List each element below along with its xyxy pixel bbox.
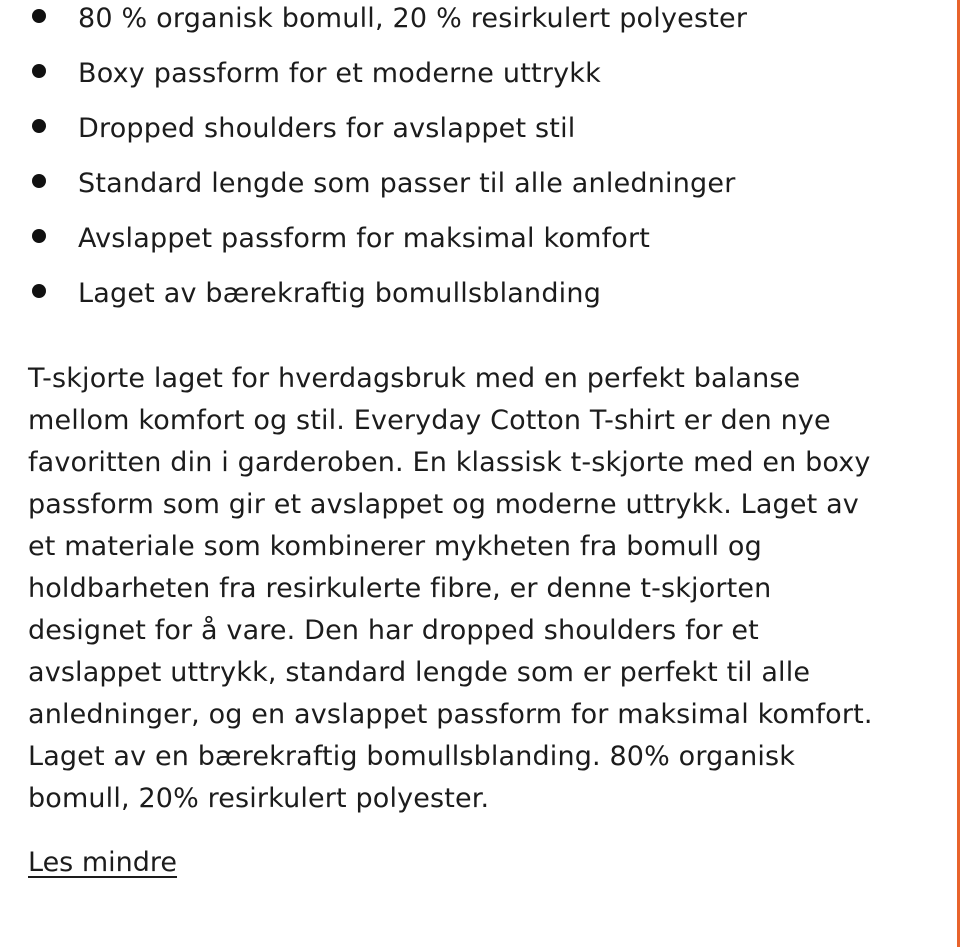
feature-text: Dropped shoulders for avslappet stil	[78, 113, 576, 144]
bullet-icon	[32, 64, 46, 78]
bullet-icon	[32, 174, 46, 188]
bullet-icon	[32, 9, 46, 23]
bullet-icon	[32, 229, 46, 243]
description-line: avslappet uttrykk, standard lengde som er perfekt til alle	[28, 657, 811, 688]
feature-item	[28, 0, 958, 46]
feature-list	[28, 0, 958, 321]
description-line: designet for å vare. Den har dropped shoulders for et	[28, 615, 759, 646]
description-line: holdbarheten fra resirkulerte fibre, er denne t-skjorten	[28, 573, 772, 604]
feature-text: Standard lengde som passer til alle anledninger	[78, 168, 736, 199]
bullet-icon	[32, 284, 46, 298]
description-line: passform som gir et avslappet og moderne uttrykk. Laget av	[28, 489, 859, 520]
feature-item	[28, 101, 958, 156]
description-line: et materiale som kombinerer mykheten fra bomull og	[28, 531, 762, 562]
feature-item	[28, 156, 958, 211]
description-line: mellom komfort og stil. Everyday Cotton T-shirt er den nye	[28, 405, 831, 436]
description-line: T-skjorte laget for hverdagsbruk med en perfekt balanse	[28, 363, 801, 394]
feature-item	[28, 266, 958, 321]
feature-item	[28, 211, 958, 266]
feature-text: Boxy passform for et moderne uttrykk	[78, 58, 601, 89]
bullet-icon	[32, 119, 46, 133]
description-line: favoritten din i garderoben. En klassisk t-skjorte med en boxy	[28, 447, 871, 478]
description-line: Laget av en bærekraftig bomullsblanding. 80% organisk	[28, 741, 795, 772]
product-details	[28, 0, 958, 878]
feature-item	[28, 46, 958, 101]
feature-text: Laget av bærekraftig bomullsblanding	[78, 278, 602, 309]
description-line: anledninger, og en avslappet passform for maksimal komfort.	[28, 699, 873, 730]
feature-text: Avslappet passform for maksimal komfort	[78, 223, 651, 254]
description-line: bomull, 20% resirkulert polyester.	[28, 783, 490, 814]
read-less-link[interactable]: Les mindre	[28, 847, 178, 878]
feature-text: 80 % organisk bomull, 20 % resirkulert polyester	[78, 3, 748, 34]
product-description	[28, 358, 958, 820]
